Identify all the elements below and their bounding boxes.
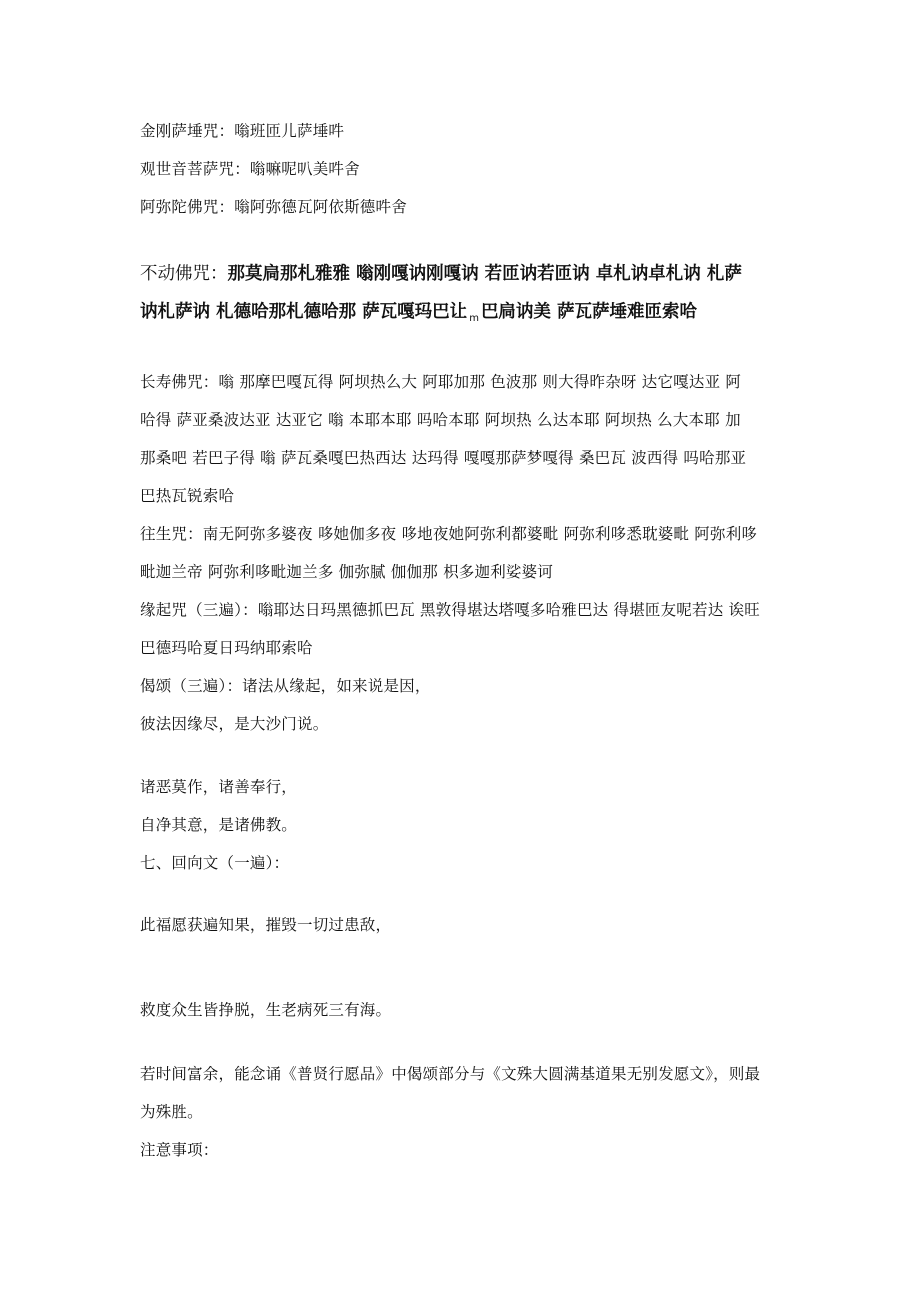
akshobhya-mantra-line-2: [140, 300, 800, 331]
akshobhya-mantra-text-2b: 巴扃讷美 萨瓦萨埵难匝索哈: [480, 302, 698, 322]
dependent-origination-mantra-line-2: 巴德玛哈夏日玛纳耶索哈: [140, 639, 313, 657]
rebirth-mantra-line-2: 毗迦兰帝 阿弥利哆毗迦兰多 伽弥腻 伽伽那 枳多迦利娑婆诃: [140, 563, 554, 581]
dependent-origination-mantra-line-1: 缘起咒（三遍）：嗡耶达日玛黑德抓巴瓦 黑敦得堪达塔嘎多哈雅巴达 得堪匝友呢若达 诶旺: [140, 601, 760, 619]
akshobhya-mantra-line-1: [140, 262, 800, 286]
dedication-line-1: 此福愿获遍知果，摧毁一切过患敌，: [140, 916, 392, 934]
precept-verse-line-2: 自净其意，是诸佛教。: [140, 816, 298, 834]
note-line-2: 为殊胜。: [140, 1103, 203, 1121]
longevity-mantra-line-2: 哈得 萨亚桑波达亚 达亚它 嗡 本耶本耶 吗哈本耶 阿坝热 么达本耶 阿坝热 么大本耶 加: [140, 411, 741, 429]
akshobhya-mantra-text-1: 那莫扃那札雅雅 嗡刚嘎讷刚嘎讷 若匝讷若匝讷 卓札讷卓札讷 札萨: [227, 264, 742, 284]
longevity-mantra-line-3: 那桑吧 若巴子得 嗡 萨瓦桑嘎巴热西达 达玛得 嘎嘎那萨梦嘎得 桑巴瓦 波西得 吗哈那亚: [140, 449, 747, 467]
note-line-1: 若时间富余，能念诵《普贤行愿品》中偈颂部分与《文殊大圆满基道果无别发愿文》，则最: [140, 1065, 761, 1083]
akshobhya-mantra-text-2a: 讷札萨讷 札德哈那札德哈那 萨瓦嘎玛巴让: [140, 302, 468, 322]
longevity-mantra-line-4: 巴热瓦锐索哈: [140, 487, 235, 505]
precautions-heading: 注意事项：: [140, 1141, 219, 1159]
avalokiteshvara-mantra: 观世音菩萨咒：嗡嘛呢叭美吽舍: [140, 160, 360, 178]
rebirth-mantra-line-1: 往生咒：南无阿弥多婆夜 哆她伽多夜 哆地夜她阿弥利都婆毗 阿弥利哆悉耽婆毗 阿弥利哆: [140, 525, 758, 543]
dedication-heading: 七、回向文（一遍）：: [140, 854, 290, 872]
dedication-line-2: 救度众生皆挣脱，生老病死三有海。: [140, 1001, 392, 1019]
longevity-mantra-line-1: 长寿佛咒：嗡 那摩巴嘎瓦得 阿坝热么大 阿耶加那 色波那 则大得昨杂呀 达它嘎达亚 阿: [140, 373, 742, 391]
amitabha-mantra: 阿弥陀佛咒：嗡阿弥德瓦阿依斯德吽舍: [140, 198, 407, 216]
verse-line-1: 偈颂（三遍）：诸法从缘起，如来说是因，: [140, 677, 431, 695]
verse-line-2: 彼法因缘尽，是大沙门说。: [140, 715, 329, 733]
vajrasattva-mantra: 金刚萨埵咒：嗡班匝儿萨埵吽: [140, 122, 345, 140]
akshobhya-mantra-subscript: m: [469, 313, 479, 324]
precept-verse-line-1: 诸恶莫作，诸善奉行，: [140, 778, 298, 796]
akshobhya-mantra-label: 不动佛咒：: [140, 264, 228, 284]
